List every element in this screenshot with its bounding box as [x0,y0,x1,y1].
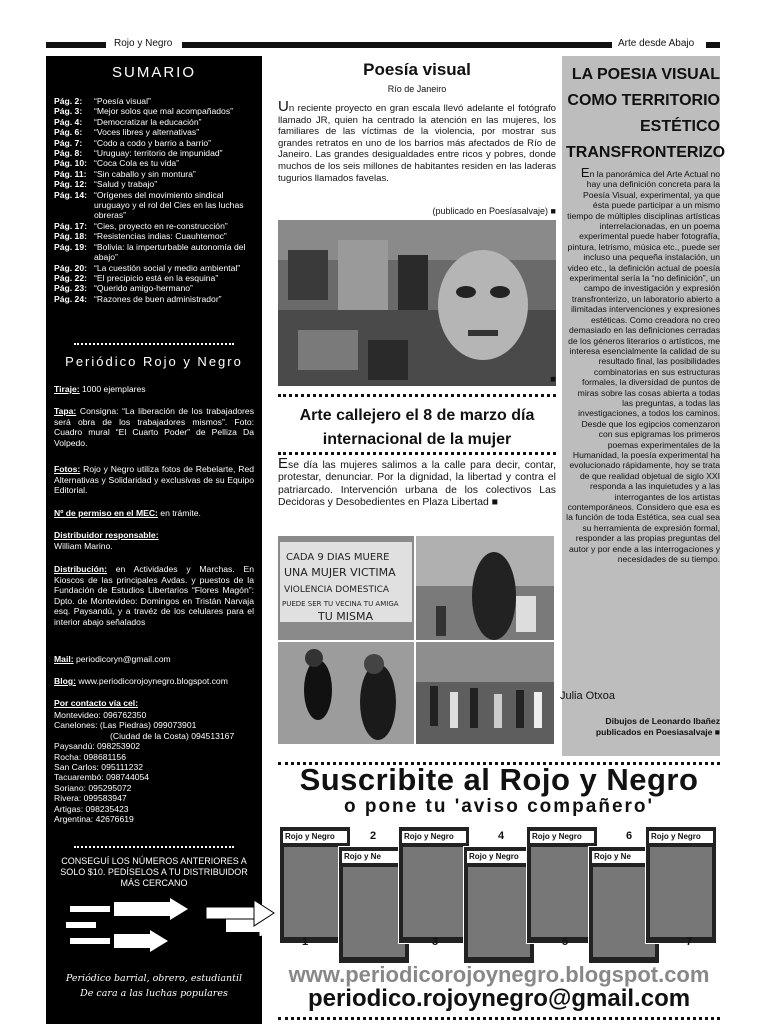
sumario-item-title: “Resistencias indias: Cuauhtemoc” [94,231,227,242]
tapa-value: Consigna: “La liberación de los trabajadores será obra de los trabajadores mismos”. Foto: Cuadro mural “El Cuarto Poder” de Pelliza Da Volpedo. [54,406,254,448]
cover-image [650,847,712,937]
sumario-page: Pág. 18: [54,231,87,242]
poesia-title: Poesía visual [363,60,471,79]
dotted-divider [278,452,556,455]
sumario-page: Pág. 12: [54,179,87,190]
svg-text:UNA MUJER VICTIMA: UNA MUJER VICTIMA [284,566,396,579]
ensayo-title: LA POESIA VISUAL COMO TERRITORIO ESTÉTICO TRANSFRONTERIZO [566,66,726,161]
contacto-label-wrap [54,698,254,709]
ensayo-author: Julia Otxoa [560,690,616,702]
sumario-page: Pág. 22: [54,272,87,283]
cover-image [284,847,346,937]
permiso-info [54,508,254,519]
sumario-item-title: “Mejor solos que mal acompañados” [94,106,233,117]
issue-cover [398,826,470,944]
dotted-divider [278,1017,720,1020]
sumario-item-title: “Uruguay: territorio de impunidad” [94,148,223,159]
cover-image [343,867,405,957]
blog-url[interactable]: www.periodicorojoynegro.blogspot.com [288,962,710,987]
arrow-icon [206,898,276,928]
statue-photo [416,536,554,640]
cover-image [531,847,593,937]
dotted-divider [74,343,234,345]
sumario-item-title: “La cuestión social y medio ambiental” [94,262,241,273]
arte-body [278,455,556,510]
issue-cover [463,846,535,964]
crowd-image [416,642,554,744]
mail-info [54,654,254,665]
page-header [46,38,720,52]
distribucion-label: Distribución: [54,564,107,574]
issue-number: 3 [432,936,439,948]
ensayo-body [566,165,720,565]
sumario-item [54,283,258,293]
sumario-item-title: “Salud y trabajo” [94,179,158,190]
sumario-item-title: “Codo a codo y barrio a barrio” [94,137,212,148]
fotos-info [54,464,254,496]
contact-item: (Ciudad de la Costa) 094513167 [110,730,235,741]
sumario-item [54,231,258,241]
sumario-page: Pág. 4: [54,116,83,127]
contact-item: Rivera: 099583947 [54,793,127,804]
contact-item: San Carlos: 095111232 [54,762,144,773]
photo-end-mark: ■ [550,374,556,385]
sumario-page: Pág. 3: [54,106,83,117]
fotos-label: Fotos: [54,464,81,474]
mail-link[interactable]: periodicoryn@gmail.com [75,654,171,664]
tapa-info [54,406,254,448]
contact-item: Tacuarembó: 098744054 [54,772,150,783]
sumario-item [54,138,258,148]
svg-text:PUEDE SER TU VECINA TU AMIGA: PUEDE SER TU VECINA TU AMIGA [282,600,399,608]
sumario-page: Pág. 24: [54,293,87,304]
sumario-item-title: “Bolivia: la imperturbable autonomía del abajo” [94,241,246,263]
sumario-item [54,221,258,231]
sumario-page: Pág. 11: [54,168,87,179]
sumario-item [54,242,258,263]
sumario-item [54,148,258,158]
sumario-page: Pág. 14: [54,189,87,200]
arte-title: Arte callejero el 8 de marzo día internacional de la mujer [299,407,535,448]
sumario-item [54,106,258,116]
contact-item: Argentina: 42676619 [54,814,134,825]
fotos-value: Rojo y Negro utiliza fotos de Rebelarte, Red Alternativas y Solidaridad y exclusivas de su Equipo Editorial. [54,464,255,496]
sumario-item-title: “Razones de buen administrador” [94,293,222,304]
contact-item: Paysandú: 098253902 [54,741,141,752]
sumario-item [54,127,258,137]
sumario-item-title: “Querido amigo-hermano” [94,283,193,294]
sumario-item [54,179,258,189]
header-bar-left [46,42,106,48]
sumario-item-title: “Voces libres y alternativas” [94,127,200,138]
distribuidor-value: William Marino. [54,540,113,551]
dotted-divider [278,394,556,397]
poesia-body [278,98,556,184]
favela-photo [278,220,556,386]
sumario-item [54,117,258,127]
cover-image [468,867,530,957]
sumario-page: Pág. 7: [54,137,83,148]
poesia-text: n reciente proyecto en gran escala llevó adelante el fotógrafo llamado JR, quien ha centrado la atención en las mujeres, los familiares de las víctimas de la violencia, por mostrar sus grandes retratos en uno de los barrios más afectados de Río de Janeiro. Las grandes desigualdades entre ricos y pobres, donde muchos de los seis millones de habitantes residen en las laderas tugurios llamados favelas. [278,103,556,184]
cover-masthead: Rojo y Ne [592,851,656,863]
statue-image [416,536,554,640]
sumario-list [54,96,258,304]
contact-item: Canelones: (Las Piedras) 099073901 [54,720,197,731]
sumario-item [54,273,258,283]
svg-text:TU MISMA: TU MISMA [318,610,373,623]
distribucion-value: en Actividades y Marchas. En Kioscos de las principales Avdas. y puestos de la Fundación de Estudios Libertarios “Flores Magón”: Dpto. de Montevideo: Domingos en Tristán Narvaja esq. Paysandú, y a travéz de los celulares para el interior abajo señalados [54,564,254,627]
sumario-page: Pág. 19: [54,241,87,252]
performer-photo [278,642,414,744]
cover-masthead: Rojo y Ne [342,851,406,863]
blog-info [54,676,254,687]
slogan [46,971,262,1001]
sumario-item-title: “Coca Cola es tu vida” [94,158,180,169]
sumario-page: Pág. 2: [54,96,83,106]
email-address[interactable]: periodico.rojoynegro@gmail.com [307,985,691,1012]
consegui-notice: CONSEGUÍ LOS NÚMEROS ANTERIORES A SOLO $10. PEDÍSELOS A TU DISTRIBUIDOR MÁS CERCANO [60,856,248,888]
distribuidor-info [54,530,254,551]
contact-item: Montevideo: 096762350 [54,710,147,720]
svg-text:VIOLENCIA DOMESTICA: VIOLENCIA DOMESTICA [284,585,390,595]
contacto-label: Por contacto vía cel: [54,698,139,708]
blog-link[interactable]: www.periodicorojoynegro.blogspot.com [78,676,228,686]
drop-cap: E [278,455,289,472]
blog-label: Blog: [54,676,76,686]
contact-item: Rocha: 098681156 [54,751,126,762]
drop-cap: U [278,98,289,115]
sumario-item-title: “Poesía visual” [94,96,151,106]
mail-label: Mail: [54,654,74,664]
sumario-item-title: “Democratizar la educación” [94,116,202,127]
header-right-text: Arte desde Abajo [614,38,698,50]
header-bar-center [182,42,612,48]
cover-masthead: Rojo y Negro [649,831,713,843]
tiraje-info [54,384,254,395]
tiraje-label: Tiraje: [54,384,80,394]
contact-item: Artigas: 098235423 [54,803,129,814]
sumario-page: Pág. 20: [54,262,87,273]
slogan-line-2: De cara a las luchas populares [80,988,228,999]
issue-cover [645,826,717,944]
distribuidor-label: Distribuidor responsable: [54,530,159,540]
permiso-value: en trámite. [160,508,201,518]
sumario-item [54,96,258,106]
contact-list [54,710,258,824]
cover-masthead: Rojo y Negro [467,851,531,863]
tiraje-value: 1000 ejemplares [82,384,146,394]
header-bar-right [706,42,720,48]
cover-masthead: Rojo y Negro [283,831,347,843]
sumario-item-title: “Cies, proyecto en re-construcción” [94,220,228,231]
issue-number: 6 [626,830,633,842]
issue-number: 4 [498,830,505,842]
sumario-page: Pág. 23: [54,283,87,294]
sumario-item-title: “El precipicio está en la esquina” [94,272,219,283]
sumario-page: Pág. 6: [54,127,83,138]
dotted-divider [74,846,234,848]
ensayo-text: n la panorámica del Arte Actual no hay una definición concreta para la Poesía Visual, experimental, ya que ésta puede participar a un mismo tiempo de múltiples disciplinas artísticas interrelacionadas, en un poema experimental puede haber fotografía, pintura, letrismo, música etc., puede ser incluso una pequeña instalación, un video etc., la definición actual de poesía experimental sería la “no definición”, un campo de investigación y expresión transfronterizo, un laboratorio abierto a ilimitadas intervenciones y expresiones estéticas. Como creadora no creo demasiado en las definiciones cerradas de los géneros literarios o artísticos, me interesa esencialmente la calidad de su resultado final, las posibilidades combinatorias en sus estructuras formales, la diversidad de puntos de miras sobre las cosas abierta a todas las preguntas, a todas las investigaciones, a todos los caminos. Desde que los egipcios comenzaron con sus epigramas los primeros poemas experimentales de la Humanidad, la poesía experimental ha evolucionado rápidamente, hoy se trata de que realidad objetual de siglo XXI responda a las inquietudes y a las interrogantes de los artistas contemporáneos. Considero que esa es la función de toda Estética, sea cual sea su herramienta de expresión formal, responder a las propias preguntas del autor y por ende a las interrogaciones y necesidades de su tiempo. [566,169,720,565]
sumario-title: SUMARIO [111,64,196,81]
header-left-text: Rojo y Negro [110,38,176,50]
sumario-item [54,158,258,168]
contact-item: Soriano: 095295072 [54,782,132,793]
sign-text: CADA 9 DIAS MUERE [286,552,390,563]
protest-sign-image [278,536,414,640]
sidebar-sumario [46,56,262,1024]
sumario-page: Pág. 17: [54,220,87,231]
sumario-item [54,263,258,273]
issue-number: 2 [370,830,377,842]
issue-number: 1 [302,936,309,948]
cover-image [403,847,465,937]
periodico-title: Periódico Rojo y Negro [65,354,243,369]
sumario-item [54,294,258,304]
sumario-item [54,190,258,221]
issue-number: 5 [562,936,569,948]
sumario-item-title: “Orígenes del movimiento sindical uruguayo y el rol del Cies en las luchas obreras” [94,189,244,221]
poesia-credit: (publicado en Poesíasalvaje) ■ [432,206,556,216]
cover-masthead: Rojo y Negro [530,831,594,843]
sumario-item [54,169,258,179]
aviso-heading: o pone tu 'aviso compañero' [343,796,655,817]
slogan-line-1: Periódico barrial, obrero, estudiantil [65,973,243,984]
permiso-label: Nº de permiso en el MEC: [54,508,158,518]
distribucion-info [54,564,254,628]
protest-sign-photo [278,536,414,640]
ensayo-credit: Dibujos de Leonardo Ibañez publicados en Poesiasalvaje ■ [595,716,720,737]
tapa-label: Tapa: [54,406,77,416]
sumario-item-title: “Sin caballo y sin montura” [94,168,196,179]
arrow-icon [70,930,190,952]
performer-image [278,642,414,744]
issue-number: 7 [686,936,693,948]
sumario-page: Pág. 10: [54,158,87,169]
favela-image [278,220,556,386]
sumario-page: Pág. 8: [54,148,83,159]
drop-cap: E [580,165,590,180]
arte-text: se día las mujeres salimos a la calle para decir, contar, protestar, denunciar. Por la dignidad, la libertad y contra el patriarcado. Intervención urbana de los colectivos Las Decidoras y Desobedientes en Plaza Libertad ■ [278,460,556,509]
crowd-photo [416,642,554,744]
suscribite-heading: Suscribite al Rojo y Negro [299,762,699,797]
poesia-place: Río de Janeiro [387,84,447,94]
cover-masthead: Rojo y Negro [402,831,466,843]
